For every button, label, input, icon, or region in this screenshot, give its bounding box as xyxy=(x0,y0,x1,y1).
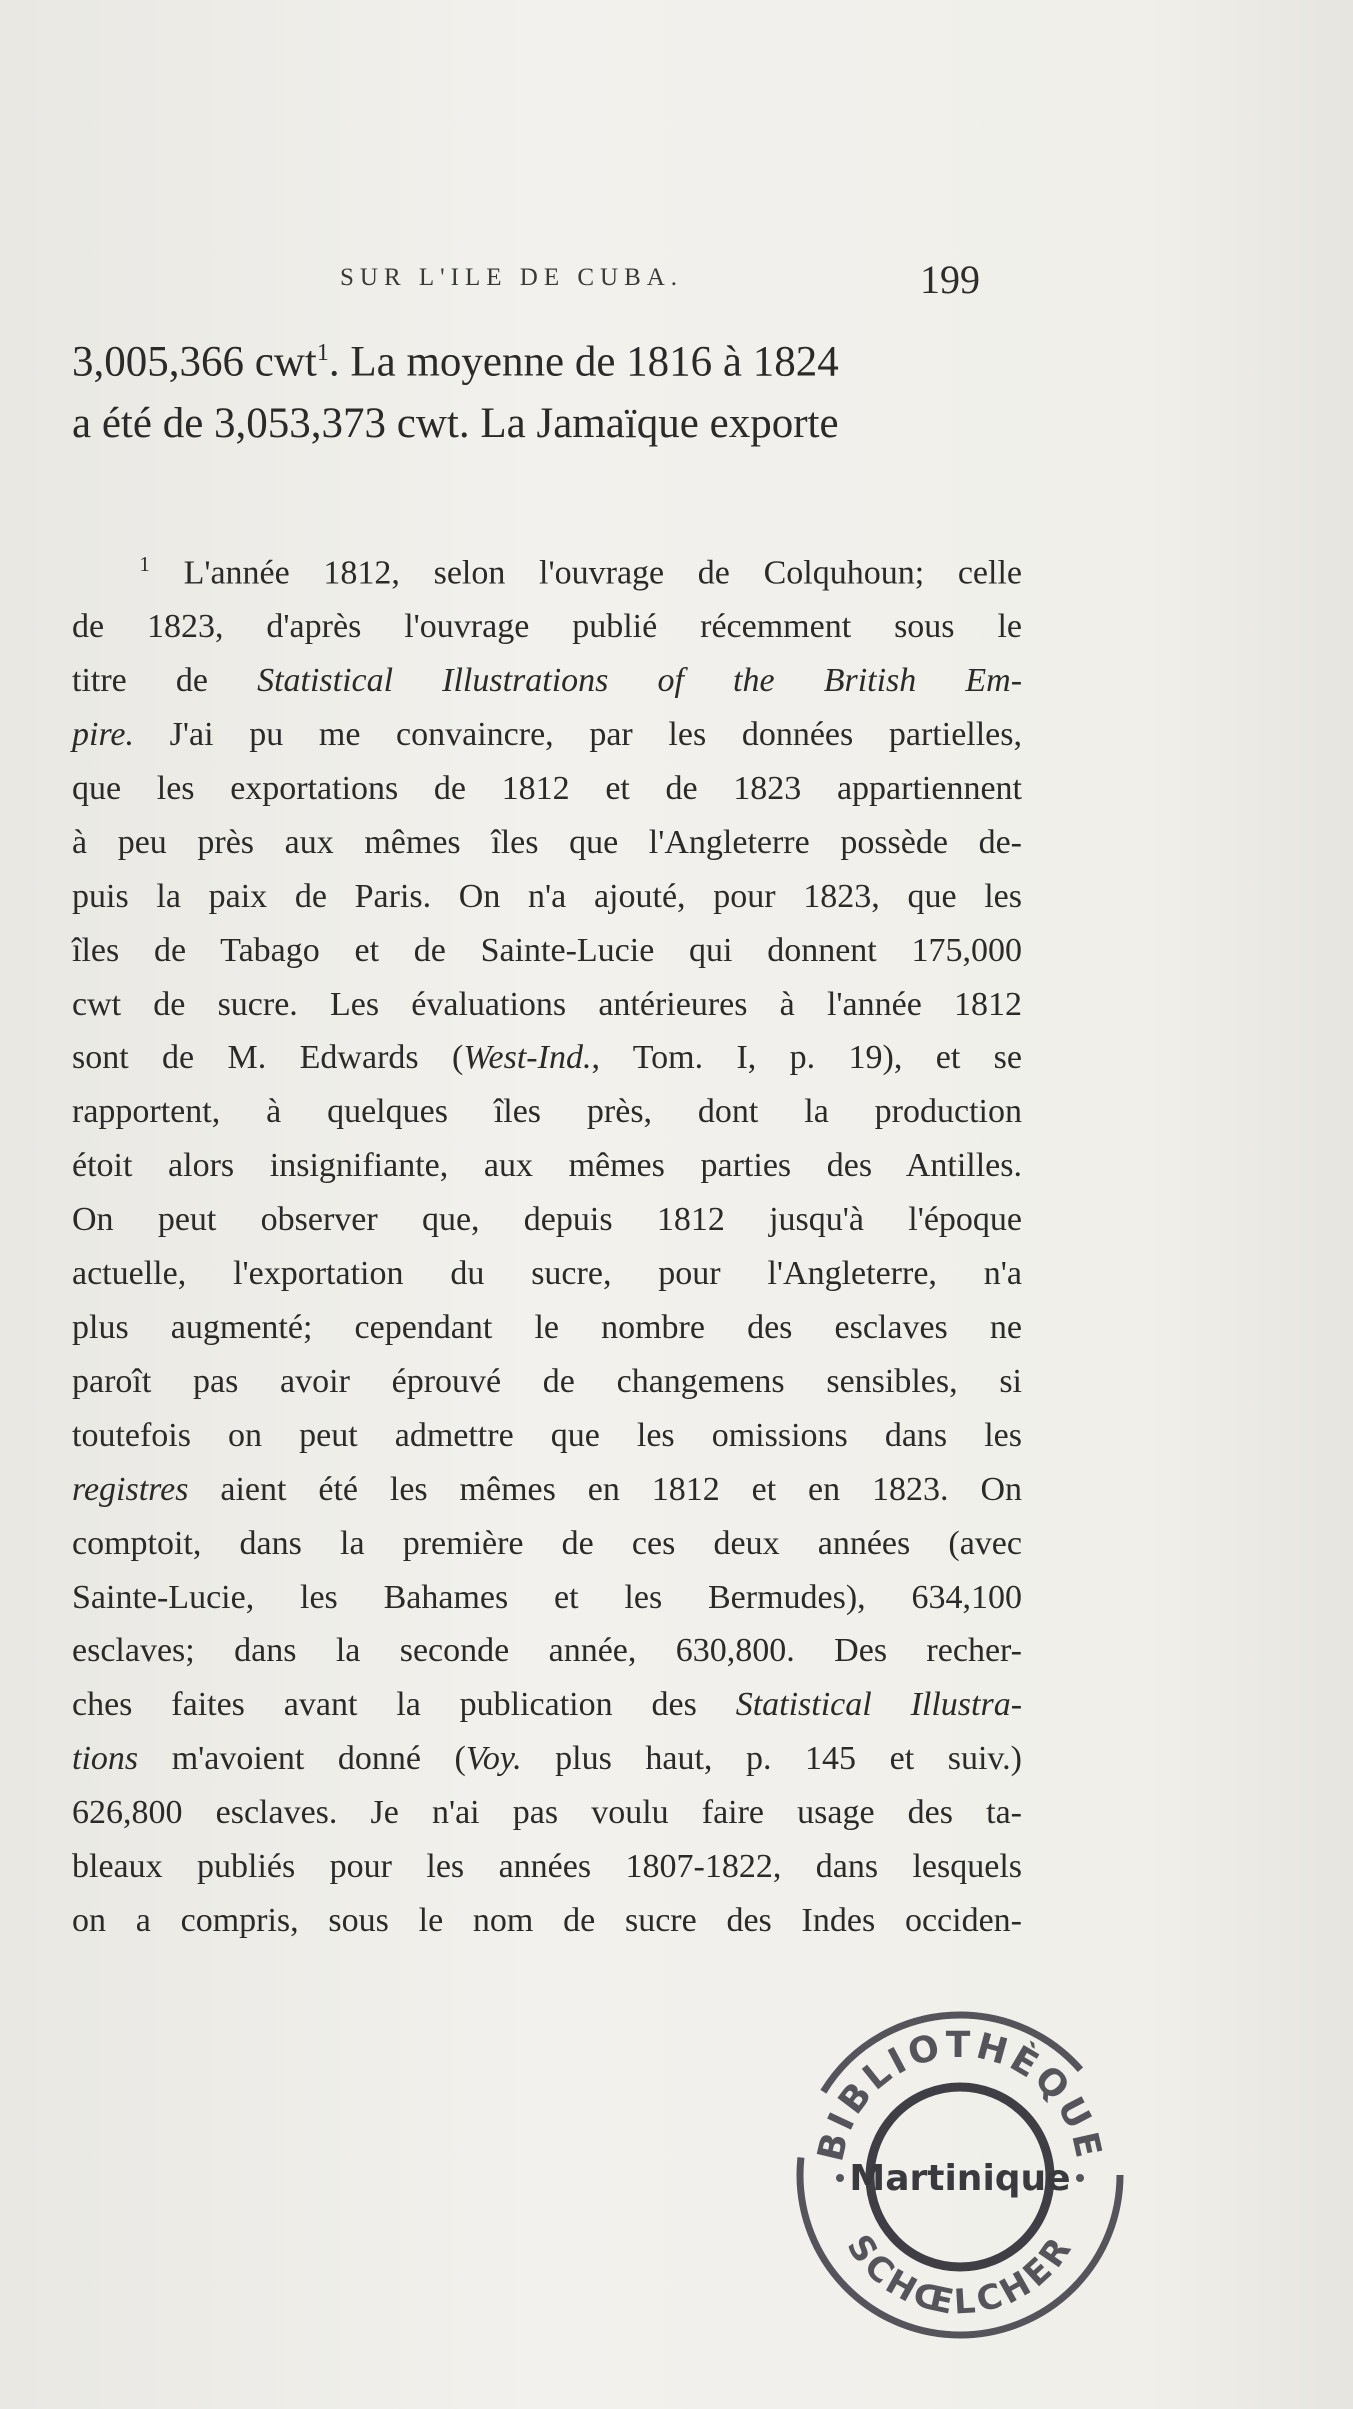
page-number: 199 xyxy=(920,257,980,302)
footnote-line: on a compris, sous le nom de sucre des Indes occiden- xyxy=(72,1901,1022,1939)
library-stamp xyxy=(780,1995,1140,2355)
footnote xyxy=(72,538,1022,1948)
footnote-line: puis la paix de Paris. On n'a ajouté, pour 1823, que les xyxy=(72,877,1022,915)
footnote-line: sont de M. Edwards (West-Ind., Tom. I, p. 19), et se xyxy=(72,1039,1022,1077)
footnote-line: cwt de sucre. Les évaluations antérieures à l'année 1812 xyxy=(72,985,1022,1023)
footnote-line: plus augmenté; cependant le nombre des esclaves ne xyxy=(72,1309,1022,1347)
footnote-line: à peu près aux mêmes îles que l'Angleterre possède de- xyxy=(72,823,1022,861)
footnote-line: îles de Tabago et de Sainte-Lucie qui donnent 175,000 xyxy=(72,931,1022,969)
stamp-center-text: Martinique xyxy=(849,2158,1071,2199)
footnote-line: $^1$ L'année 1812, selon l'ouvrage de Colquhoun; celle xyxy=(139,552,1023,592)
footnote-line: tions m'avoient donné (Voy. plus haut, p. 145 et suiv.) xyxy=(72,1740,1023,1778)
footnote-line: ches faites avant la publication des Statistical Illustra- xyxy=(72,1686,1023,1724)
main-line-1: 3,005,366 cwt$^1$. La moyenne de 1816 à 1824 xyxy=(72,338,839,386)
footnote-line: esclaves; dans la seconde année, 630,800. Des recher- xyxy=(72,1632,1022,1670)
footnote-line: bleaux publiés pour les années 1807-1822, dans lesquels xyxy=(72,1848,1022,1886)
footnote-line: de 1823, d'après l'ouvrage publié récemment sous le xyxy=(72,608,1022,646)
footnote-line: rapportent, à quelques îles près, dont la production xyxy=(72,1093,1022,1131)
stamp-top-text: BIBLIOTHÈQUE xyxy=(810,2024,1110,2166)
footnote-line: toutefois on peut admettre que les omissions dans les xyxy=(72,1416,1022,1454)
main-line-2: a été de 3,053,373 cwt. La Jamaïque exporte xyxy=(72,400,839,448)
stamp-dot-left xyxy=(836,2174,844,2182)
main-text xyxy=(72,322,1012,455)
footnote-line: paroît pas avoir éprouvé de changemens sensibles, si xyxy=(72,1362,1022,1400)
running-title: SUR L'ILE DE CUBA. xyxy=(340,264,684,291)
footnote-marker: 1 xyxy=(139,552,150,576)
footnote-line: 626,800 esclaves. Je n'ai pas voulu faire usage des ta- xyxy=(72,1794,1022,1832)
footnote-line: On peut observer que, depuis 1812 jusqu'à l'époque xyxy=(72,1201,1022,1239)
stamp-bottom-text: SCHŒLCHER xyxy=(838,2227,1082,2324)
footnote-line: Sainte-Lucie, les Bahames et les Bermudes), 634,100 xyxy=(72,1578,1022,1616)
footnote-line: comptoit, dans la première de ces deux années (avec xyxy=(72,1524,1022,1562)
footnote-reference: 1 xyxy=(316,340,329,366)
stamp-dot-right xyxy=(1076,2174,1084,2182)
footnote-line: actuelle, l'exportation du sucre, pour l'Angleterre, n'a xyxy=(72,1255,1022,1293)
footnote-line: titre de Statistical Illustrations of the British Em- xyxy=(72,662,1023,700)
footnote-line: étoit alors insignifiante, aux mêmes parties des Antilles. xyxy=(72,1147,1022,1185)
footnote-line: que les exportations de 1812 et de 1823 appartiennent xyxy=(72,769,1022,807)
footnote-line: registres aient été les mêmes en 1812 et en 1823. On xyxy=(72,1470,1022,1508)
page-header xyxy=(80,257,1000,302)
footnote-line: pire. J'ai pu me convaincre, par les données partielles, xyxy=(72,716,1022,754)
